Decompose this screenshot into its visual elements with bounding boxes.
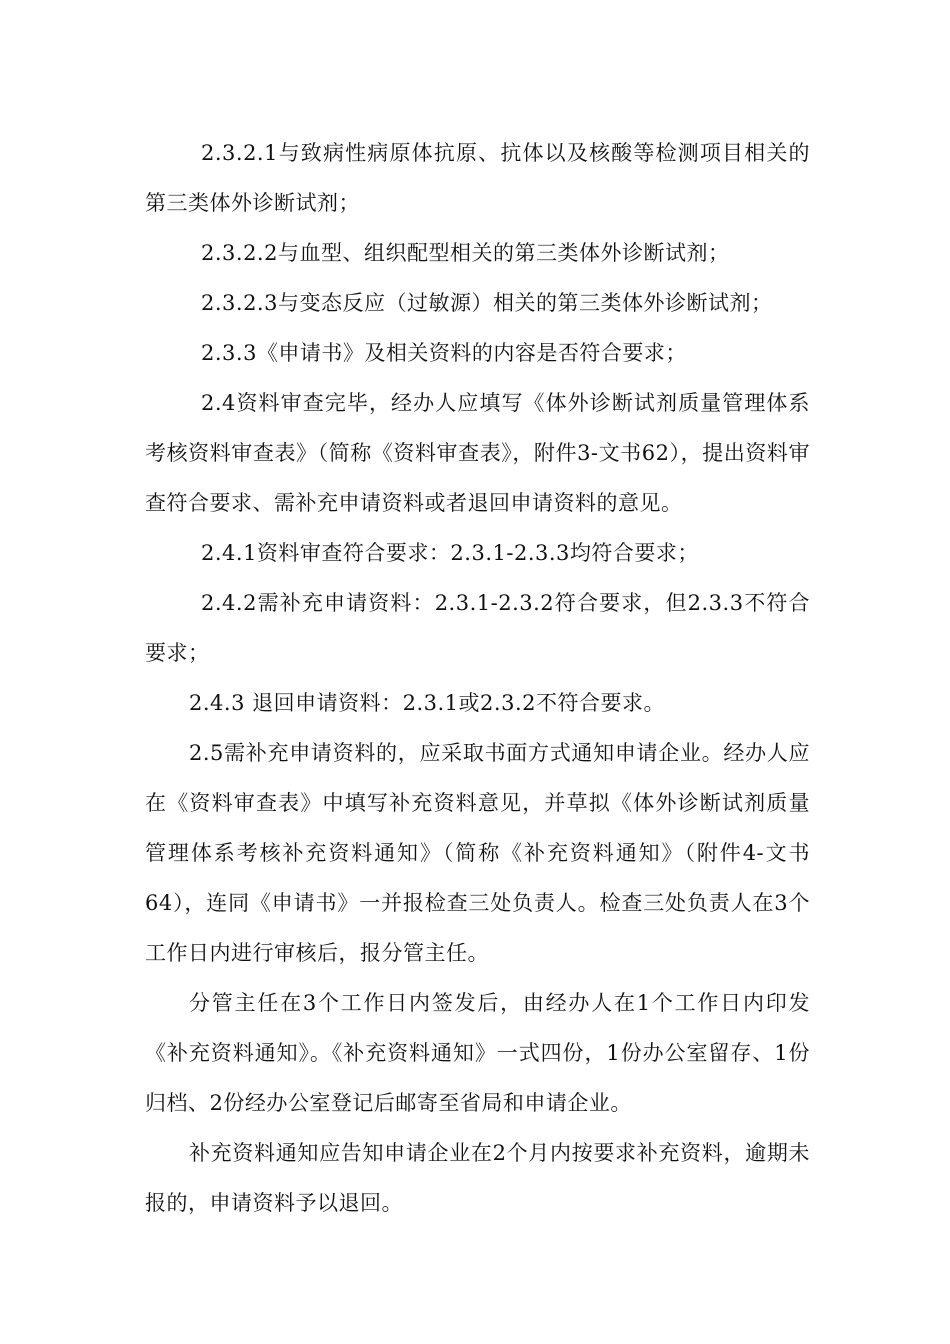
paragraph-supervisor-signoff: 分管主任在3个工作日内签发后，由经办人在1个工作日内印发《补充资料通知》。《补充资料通知》一式四份，1份办公室留存、1份归档、2份经办公室登记后邮寄至省局和申请企业。 (145, 991, 810, 1115)
paragraph-2-3-2-3: 2.3.2.3与变态反应（过敏源）相关的第三类体外诊断试剂； (201, 291, 773, 315)
paragraph-2-4-2: 2.4.2需补充申请资料：2.3.1-2.3.2符合要求，但2.3.3不符合要求； (145, 591, 810, 665)
paragraph-2-3-3: 2.3.3《申请书》及相关资料的内容是否符合要求； (201, 341, 687, 365)
paragraph-2-4: 2.4资料审查完毕，经办人应填写《体外诊断试剂质量管理体系考核资料审查表》（简称《资料审查表》，附件3-文书62），提出资料审查符合要求、需补充申请资料或者退回申请资料的意见。 (145, 391, 810, 515)
paragraph-supplement-notice: 补充资料通知应告知申请企业在2个月内按要求补充资料，逾期未报的，申请资料予以退回。 (145, 1141, 810, 1215)
paragraph-2-5: 2.5需补充申请资料的，应采取书面方式通知申请企业。经办人应在《资料审查表》中填写补充资料意见，并草拟《体外诊断试剂质量管理体系考核补充资料通知》（简称《补充资料通知》（附件4-文书64），连同《申请书》一并报检查三处负责人。检查三处负责人在3个工作日内进行审核后，报分管主任。 (145, 741, 810, 965)
paragraph-2-4-1: 2.4.1资料审查符合要求：2.3.1-2.3.3均符合要求； (201, 541, 699, 565)
paragraph-2-3-2-1: 2.3.2.1与致病性病原体抗原、抗体以及核酸等检测项目相关的第三类体外诊断试剂； (145, 141, 810, 215)
paragraph-2-3-2-2: 2.3.2.2与血型、组织配型相关的第三类体外诊断试剂； (201, 241, 730, 265)
document-body (145, 128, 810, 1228)
paragraph-2-4-3: 2.4.3 退回申请资料：2.3.1或2.3.2不符合要求。 (189, 691, 665, 715)
